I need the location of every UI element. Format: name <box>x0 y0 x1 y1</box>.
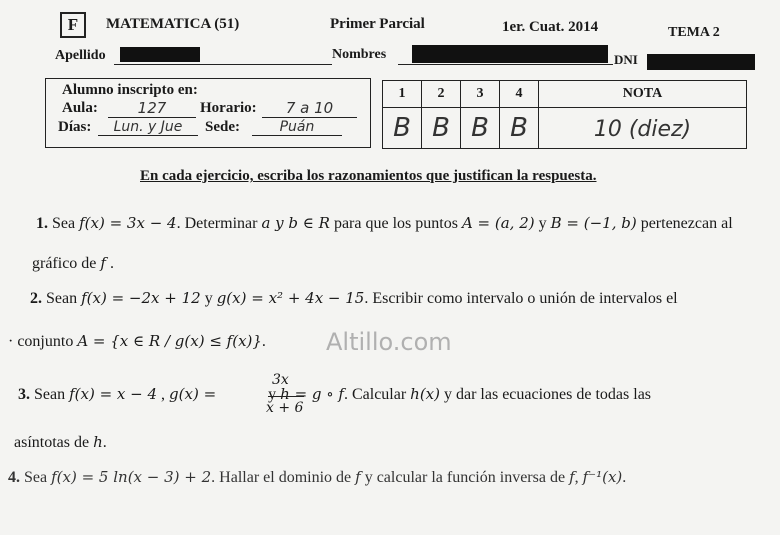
dias-value: Lun. y Jue <box>98 119 198 136</box>
question-3-line-2 <box>14 433 107 452</box>
question-4-number: 4. <box>8 469 20 486</box>
q3-h: h <box>93 433 103 451</box>
q3-fraction-bar <box>268 396 304 397</box>
question-1-number: 1. <box>36 215 48 232</box>
grade-header-3: 3 <box>461 81 500 108</box>
grade-header-1: 1 <box>383 81 422 108</box>
tema-label: TEMA 2 <box>668 25 720 40</box>
apellido-label: Apellido <box>55 48 106 63</box>
aula-label: Aula: <box>62 100 98 116</box>
question-3 <box>18 385 651 404</box>
q2-text-c: conjunto <box>17 333 74 350</box>
instruction-text: En cada ejercicio, escriba los razonamientos que justifican la respuesta. <box>140 168 597 184</box>
q2-function-g: g(x) = x² + 4x − 15 <box>216 289 365 307</box>
q2-set: A = {x ∈ R / g(x) ≤ f(x)} <box>77 332 262 350</box>
grade-mark-4: B <box>500 108 539 149</box>
q3-text-b: . Calcular <box>343 386 407 403</box>
term-label: 1er. Cuat. 2014 <box>502 19 599 35</box>
q4-function: f(x) = 5 ln(x − 3) + 2 <box>51 468 212 486</box>
q1-point-a: A = (a, 2) <box>461 214 535 232</box>
q1-text-b: . Determinar <box>176 215 258 232</box>
q3-fraction-numerator: 3x <box>272 372 289 388</box>
q4-text-c: y calcular la función inversa de <box>364 469 566 486</box>
grade-header-row <box>383 81 747 108</box>
apellido-field <box>114 64 332 65</box>
sede-label: Sede: <box>205 119 240 135</box>
q1-end: . <box>109 255 114 272</box>
q1-text-d: pertenezcan al <box>640 215 733 232</box>
question-2-number: 2. <box>30 290 42 307</box>
grade-mark-row <box>383 108 747 149</box>
horario-value: 7 a 10 <box>262 99 357 118</box>
nombres-redaction <box>412 45 608 63</box>
question-3-number: 3. <box>18 386 30 403</box>
q1-f: f <box>100 254 106 272</box>
grade-mark-1: B <box>383 108 422 149</box>
q3-composition: h = g ∘ f <box>280 385 344 403</box>
exam-title: Primer Parcial <box>330 16 425 32</box>
nombres-label: Nombres <box>332 47 387 62</box>
q3-hx: h(x) <box>410 385 440 403</box>
q4-text-b: . Hallar el dominio de <box>211 469 352 486</box>
q2-function-f: f(x) = −2x + 12 <box>81 289 201 307</box>
q1-text-e: gráfico de <box>32 255 97 272</box>
q1-ab: a y b ∈ R <box>261 214 330 232</box>
q4-f: f <box>355 468 361 486</box>
q1-text-a: Sea <box>52 215 76 232</box>
q2-text-b: . Escribir como intervalo o unión de intervalos el <box>364 290 678 307</box>
aula-value: 127 <box>108 99 196 118</box>
grade-mark-2: B <box>422 108 461 149</box>
nombres-field <box>398 64 613 65</box>
q3-text-a: Sean <box>34 386 66 403</box>
q1-text-c: para que los puntos <box>333 215 458 232</box>
q3-text-y: y <box>268 386 277 403</box>
sede-value: Puán <box>252 119 342 136</box>
q4-end: . <box>622 469 627 486</box>
grade-mark-nota: 10 (diez) <box>539 108 747 149</box>
q4-text-a: Sea <box>24 469 48 486</box>
horario-label: Horario: <box>200 100 257 116</box>
q2-end: . <box>261 333 266 350</box>
q2-bullet: · <box>8 333 14 350</box>
q3-fraction-denominator: x + 6 <box>266 400 304 416</box>
grade-header-4: 4 <box>500 81 539 108</box>
dias-label: Días: <box>58 119 92 135</box>
question-2-line-2 <box>8 332 266 351</box>
q4-f2: f <box>569 468 575 486</box>
question-4 <box>8 468 626 487</box>
q3-end: . <box>102 434 107 451</box>
q3-function-g: g(x) = <box>169 385 217 403</box>
question-1-line-2 <box>32 254 114 273</box>
apellido-redaction <box>120 47 200 62</box>
q3-sep: , <box>161 386 166 403</box>
q4-inverse: f⁻¹(x) <box>582 468 623 486</box>
q1-text-y: y <box>538 215 547 232</box>
grade-header-nota: NOTA <box>539 81 747 108</box>
dni-label: DNI <box>614 52 638 67</box>
q1-point-b: B = (−1, b) <box>550 214 637 232</box>
course-title: MATEMATICA (51) <box>106 16 240 32</box>
grade-mark-3: B <box>461 108 500 149</box>
q2-text-a: Sean <box>46 290 78 307</box>
dni-redaction <box>647 54 755 70</box>
question-1 <box>36 214 733 233</box>
q1-function: f(x) = 3x − 4 <box>79 214 177 232</box>
grade-table <box>382 80 747 149</box>
q3-text-d: asíntotas de <box>14 434 90 451</box>
q3-text-c: y dar las ecuaciones de todas las <box>444 386 652 403</box>
q2-text-y: y <box>204 290 213 307</box>
tema-letter-box: F <box>60 12 86 38</box>
q4-sep: , <box>574 469 579 486</box>
q3-function-f: f(x) = x − 4 <box>69 385 158 403</box>
watermark: Altillo.com <box>326 328 452 356</box>
alumno-inscripto-label: Alumno inscripto en: <box>62 82 198 98</box>
grade-header-2: 2 <box>422 81 461 108</box>
question-2 <box>30 289 678 308</box>
